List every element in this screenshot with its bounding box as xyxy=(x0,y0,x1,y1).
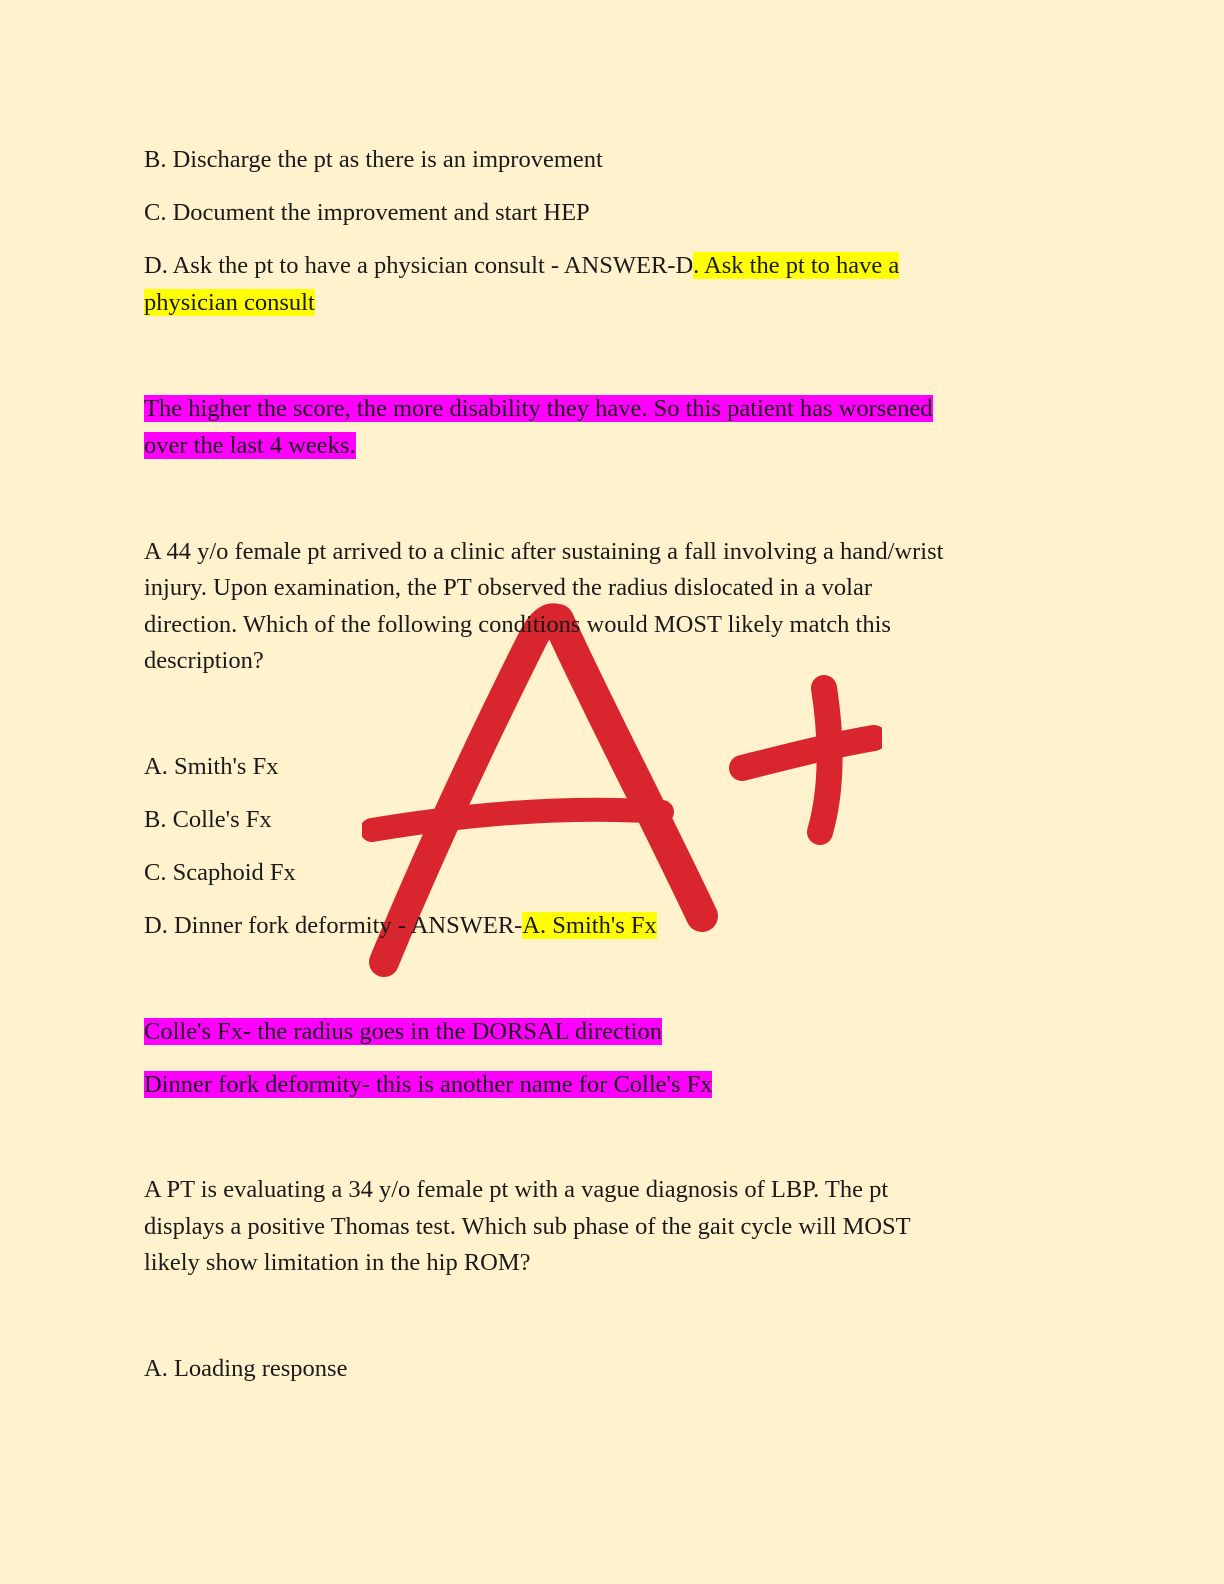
q2-explanation-1-highlight: Colle's Fx- the radius goes in the DORSAL direction xyxy=(144,1018,662,1045)
q2-question-line1: A 44 y/o female pt arrived to a clinic after sustaining a fall involving a hand/wrist xyxy=(144,538,944,565)
q1-answer-continuation xyxy=(144,284,315,321)
q2-option-c: C. Scaphoid Fx xyxy=(144,859,296,886)
q1-answer-highlight: . Ask the pt to have a xyxy=(693,252,900,279)
q2-option-a: A. Smith's Fx xyxy=(144,753,279,780)
q1-option-d xyxy=(144,247,899,284)
q1-answer-highlight-cont: physician consult xyxy=(144,289,315,316)
q3-question-line2: displays a positive Thomas test. Which sub phase of the gait cycle will MOST xyxy=(144,1213,911,1240)
q3-question-line3: likely show limitation in the hip ROM? xyxy=(144,1249,531,1276)
q1-option-d-text: D. Ask the pt to have a physician consult - ANSWER-D xyxy=(144,252,694,279)
q2-explanation-1 xyxy=(144,1013,662,1050)
q2-answer-highlight: A. Smith's Fx xyxy=(522,912,657,939)
q2-explanation-2 xyxy=(144,1066,712,1103)
q2-question-line2: injury. Upon examination, the PT observed the radius dislocated in a volar xyxy=(144,574,873,601)
q3-question-line1: A PT is evaluating a 34 y/o female pt with a vague diagnosis of LBP. The pt xyxy=(144,1176,889,1203)
q1-explanation-line1 xyxy=(144,390,933,427)
q2-option-b: B. Colle's Fx xyxy=(144,806,272,833)
q1-explanation-line2 xyxy=(144,427,356,464)
q1-option-b: B. Discharge the pt as there is an improvement xyxy=(144,146,603,173)
q3-option-a: A. Loading response xyxy=(144,1355,348,1382)
q1-explanation-highlight-cont: over the last 4 weeks. xyxy=(144,432,356,459)
q2-question-line3: direction. Which of the following conditions would MOST likely match this xyxy=(144,611,891,638)
q2-question-line4: description? xyxy=(144,647,264,674)
q2-option-d-text: D. Dinner fork deformity - ANSWER- xyxy=(144,912,523,939)
q1-option-c: C. Document the improvement and start HEP xyxy=(144,199,590,226)
q2-explanation-2-highlight: Dinner fork deformity- this is another name for Colle's Fx xyxy=(144,1071,713,1098)
q1-explanation-highlight: The higher the score, the more disability they have. So this patient has worsened xyxy=(144,395,933,422)
q2-option-d xyxy=(144,907,657,944)
